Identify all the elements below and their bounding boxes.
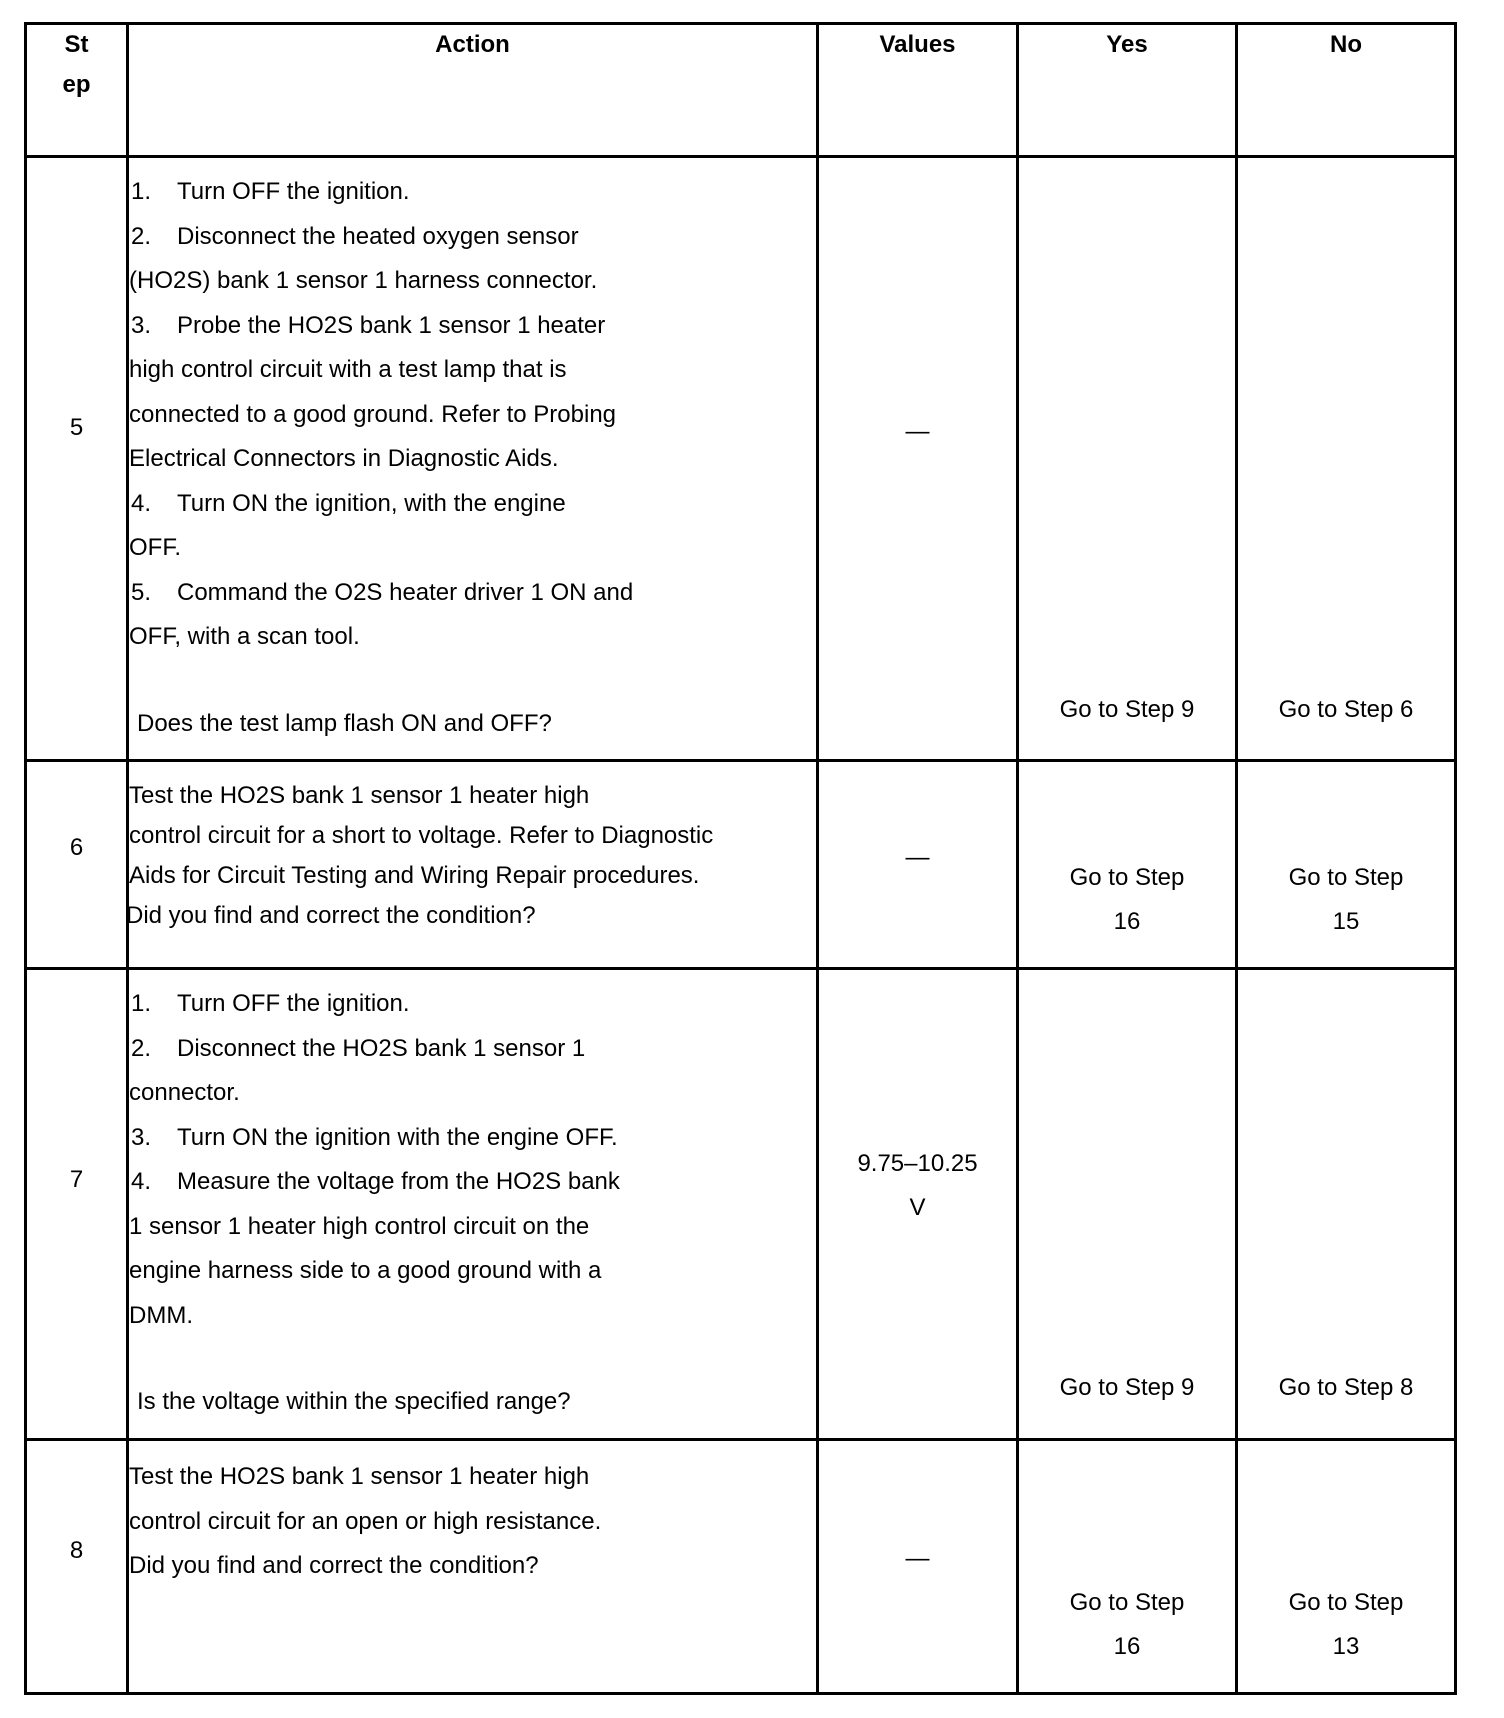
action-line: Electrical Connectors in Diagnostic Aids. [129,445,559,472]
diagnostic-table [24,22,1457,1695]
yes-cell [1018,761,1237,969]
action-line: OFF. [129,534,181,561]
values-text: — [905,418,930,445]
action-line: 4. Turn ON the ignition, with the engine [131,489,566,517]
action-line: 2. Disconnect the HO2S bank 1 sensor 1 [131,1034,586,1062]
action-line: control circuit for an open or high resistance. [129,1507,602,1535]
step-number: 5 [69,414,84,441]
action-line: Aids for Circuit Testing and Wiring Repair procedures. [129,862,700,889]
header-action: Action [128,24,818,157]
step-cell [26,761,128,969]
header-no: No [1237,24,1456,157]
no-cell [1237,1440,1456,1694]
action-line: 1 sensor 1 heater high control circuit on the [129,1212,590,1240]
action-line: Test the HO2S bank 1 sensor 1 heater high [129,782,590,809]
action-line: connected to a good ground. Refer to Probing [129,400,617,428]
step-cell [26,1440,128,1694]
action-line: engine harness side to a good ground with a [129,1257,602,1284]
action-cell [128,1440,818,1694]
values-text: — [905,844,930,871]
values-cell [818,157,1018,761]
action-cell [128,157,818,761]
table-row [26,1440,1456,1694]
action-line: (HO2S) bank 1 sensor 1 harness connector. [129,267,598,294]
action-line: Did you find and correct the condition? [129,1552,539,1579]
yes-cell [1018,969,1237,1440]
no-cell [1237,157,1456,761]
yes-action: Go to Step 16 [1069,1589,1185,1660]
table-row [26,761,1456,969]
values-cell [818,969,1018,1440]
step-number: 6 [69,834,84,861]
yes-cell [1018,157,1237,761]
action-question: Does the test lamp flash ON and OFF? [137,709,552,737]
table-row [26,969,1456,1440]
no-cell [1237,761,1456,969]
yes-action: Go to Step 9 [1059,696,1195,723]
action-line: 2. Disconnect the heated oxygen sensor [131,222,579,250]
action-line: Test the HO2S bank 1 sensor 1 heater high [129,1463,590,1490]
step-number: 7 [69,1166,84,1193]
step-cell [26,969,128,1440]
header-step [26,24,128,157]
step-cell [26,157,128,761]
header-step-line2: ep [62,71,91,98]
action-question: Is the voltage within the specified range? [137,1388,571,1415]
values-cell [818,761,1018,969]
action-cell [128,969,818,1440]
header-values: Values [818,24,1018,157]
yes-action: Go to Step 9 [1059,1374,1195,1401]
no-action: Go to Step 13 [1288,1589,1404,1660]
no-action: Go to Step 6 [1278,696,1414,723]
action-line: OFF, with a scan tool. [129,623,360,650]
header-step-line1: St [64,31,89,58]
action-cell [128,761,818,969]
table-row [26,157,1456,761]
action-line: 1. Turn OFF the ignition. [131,178,410,205]
action-line: 3. Probe the HO2S bank 1 sensor 1 heater [131,311,606,339]
yes-action: Go to Step 16 [1069,864,1185,935]
action-line: 3. Turn ON the ignition with the engine OFF. [131,1123,618,1151]
values-cell [818,1440,1018,1694]
action-line: connector. [129,1079,240,1106]
header-yes: Yes [1018,24,1237,157]
no-action: Go to Step 15 [1288,864,1404,935]
action-line: DMM. [129,1301,193,1329]
no-action: Go to Step 8 [1278,1374,1414,1401]
yes-cell [1018,1440,1237,1694]
action-line: control circuit for a short to voltage. Refer to Diagnostic [129,822,714,849]
header-row [26,24,1456,157]
step-number: 8 [69,1537,84,1564]
action-line: 5. Command the O2S heater driver 1 ON and [131,578,634,606]
values-text: 9.75–10.25 V [857,1150,978,1221]
action-line: 4. Measure the voltage from the HO2S bank [131,1168,620,1195]
action-line: Did you find and correct the condition? [126,902,536,929]
action-line: 1. Turn OFF the ignition. [131,990,410,1017]
action-line: high control circuit with a test lamp that is [129,356,567,383]
no-cell [1237,969,1456,1440]
values-text: — [905,1545,930,1572]
